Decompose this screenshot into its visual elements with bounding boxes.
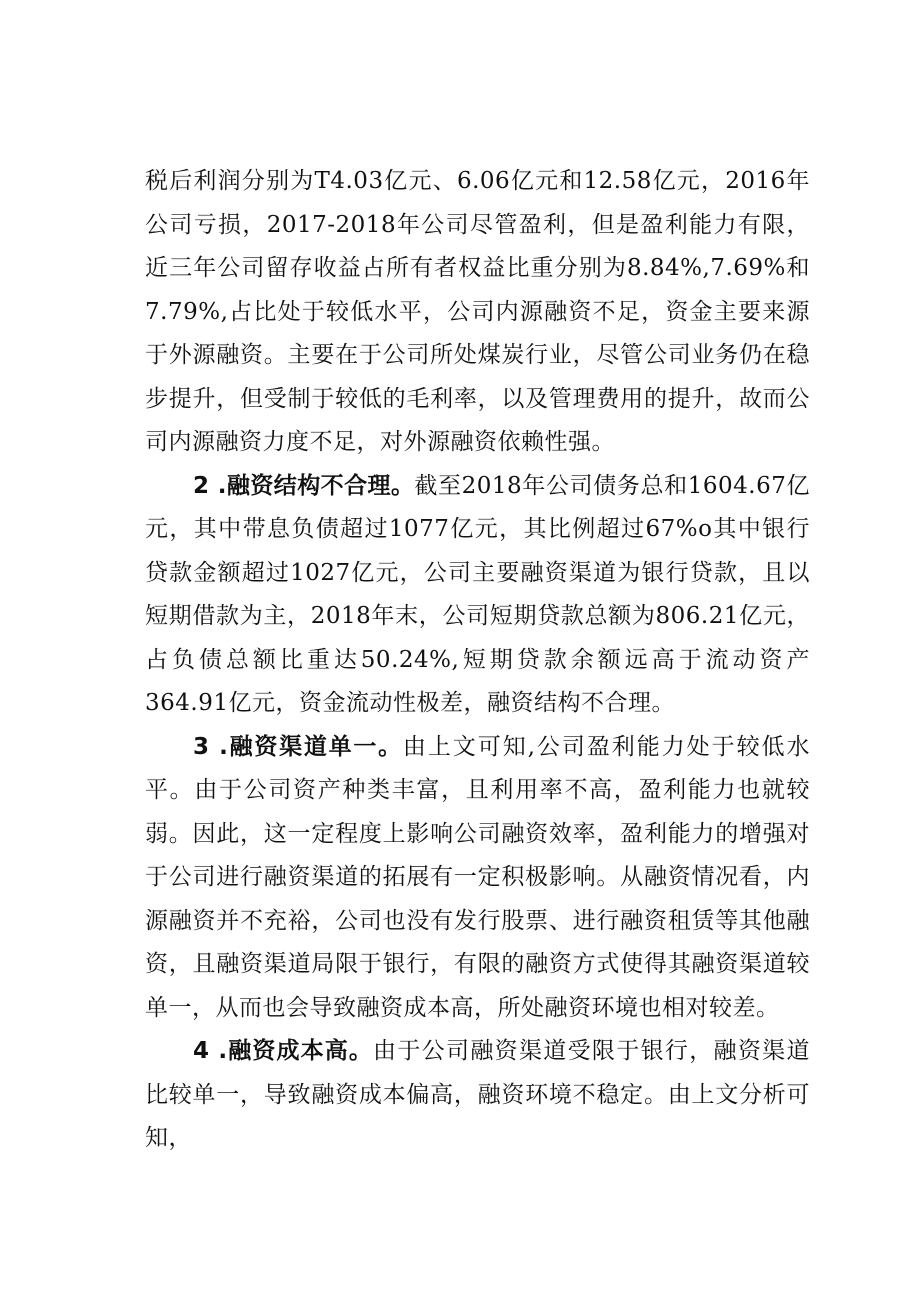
paragraph-1 bbox=[145, 160, 810, 465]
document-page bbox=[145, 160, 810, 1161]
paragraph-2-heading: 2 .融资结构不合理。 bbox=[193, 472, 415, 499]
paragraph-4 bbox=[145, 1030, 810, 1161]
paragraph-4-heading: 4 .融资成本高。 bbox=[193, 1038, 374, 1064]
paragraph-3 bbox=[145, 726, 810, 1031]
paragraph-4-text: 由于公司融资渠道受限于银行，融资渠道比较单一，导致融资成本偏高，融资环境不稳定。由上文分析可知， bbox=[145, 1038, 811, 1151]
paragraph-2 bbox=[145, 465, 810, 726]
paragraph-3-heading: 3 .融资渠道单一。 bbox=[193, 733, 403, 760]
paragraph-2-text: 截至2018年公司债务总和1604.67亿元，其中带息负债超过1077亿元，其比例超过67%o其中银行贷款金额超过1027亿元，公司主要融资渠道为银行贷款，且以短期借款为主，2018年末，公司短期贷款总额为806.21亿元，占负债总额比重达50.24%,短期贷款余额远高于流动资产364.91亿元，资金流动性极差，融资结构不合理。 bbox=[145, 472, 810, 716]
paragraph-3-text: 由上文可知,公司盈利能力处于较低水平。由于公司资产种类丰富，且利用率不高，盈利能力也就较弱。因此，这一定程度上影响公司融资效率，盈利能力的增强对于公司进行融资渠道的拓展有一定积极影响。从融资情况看，内源融资并不充裕，公司也没有发行股票、进行融资租赁等其他融资，且融资渠道局限于银行，有限的融资方式使得其融资渠道较单一，从而也会导致融资成本高，所处融资环境也相对较差。 bbox=[145, 733, 811, 1021]
paragraph-1-text: 税后利润分别为T4.03亿元、6.06亿元和12.58亿元，2016年公司亏损，2017-2018年公司尽管盈利，但是盈利能力有限，近三年公司留存收益占所有者权益比重分别为8.84%,7.69%和7.79%,占比处于较低水平，公司内源融资不足，资金主要来源于外源融资。主要在于公司所处煤炭行业，尽管公司业务仍在稳步提升，但受制于较低的毛利率，以及管理费用的提升，故而公司内源融资力度不足，对外源融资依赖性强。 bbox=[145, 168, 810, 455]
